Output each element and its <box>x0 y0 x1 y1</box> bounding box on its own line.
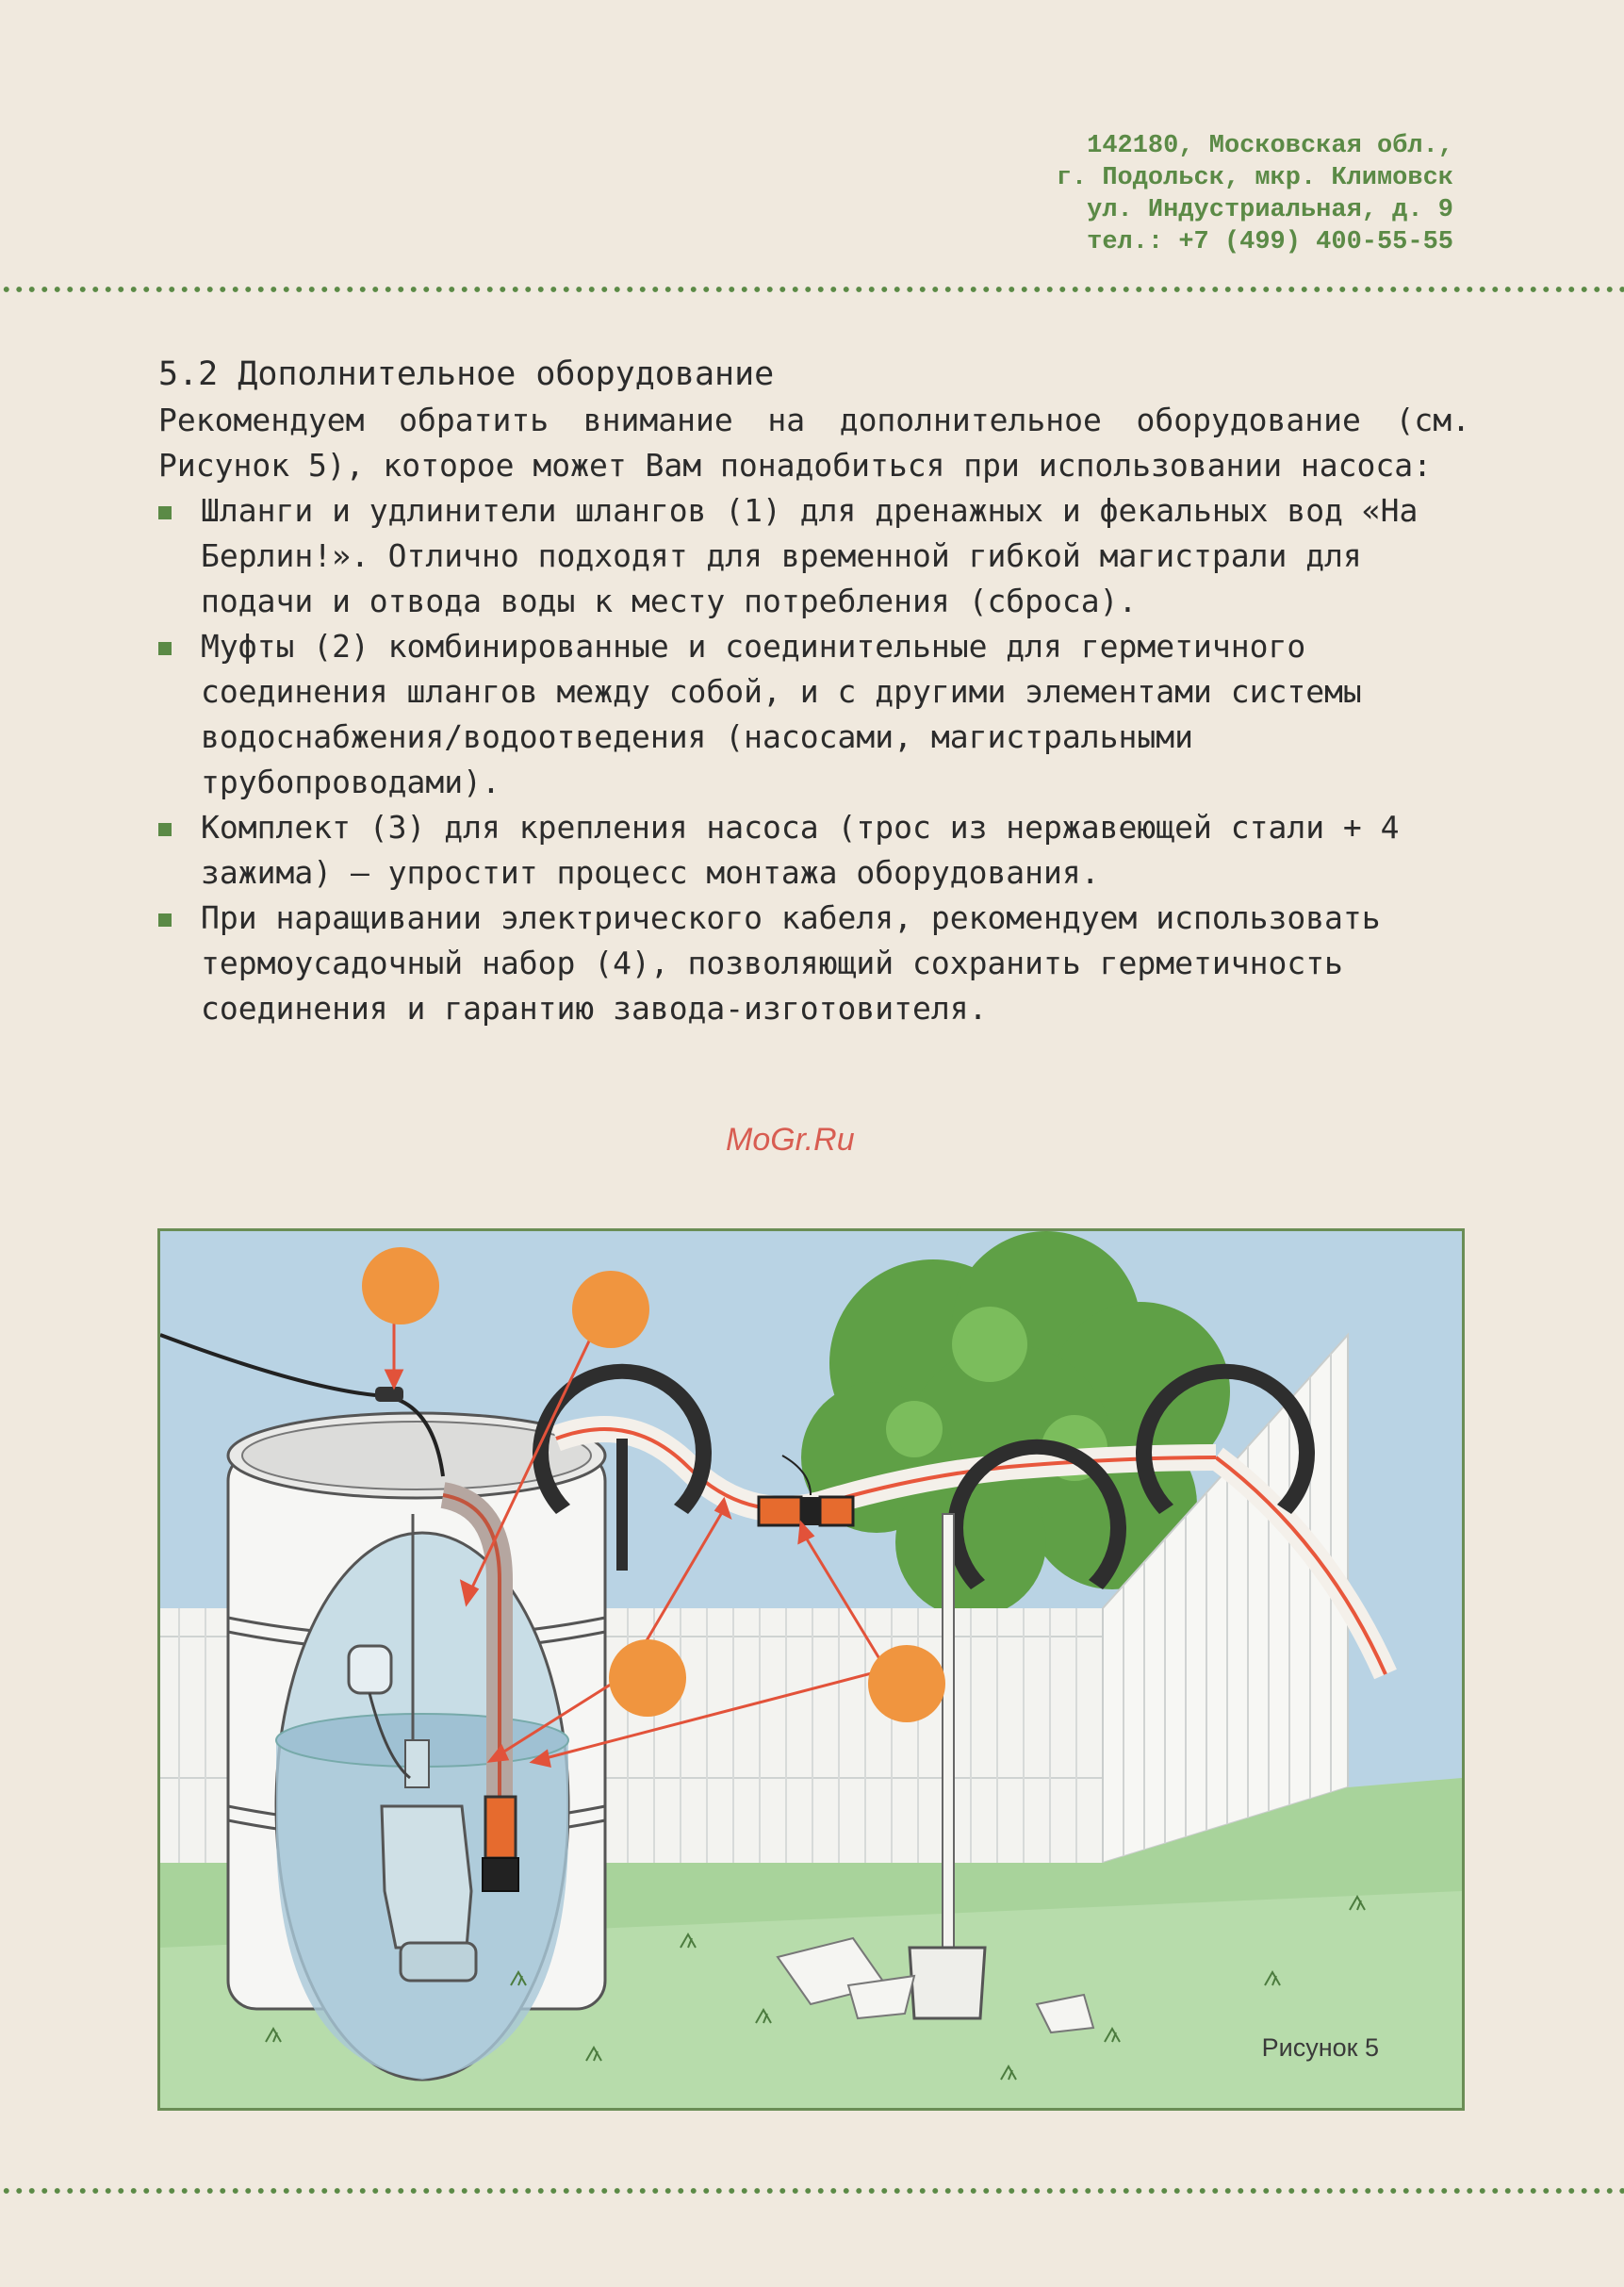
list-item: Шланги и удлинители шлангов (1) для дренажных и фекальных вод «На Берлин!». Отлично подходят для временной гибкой магистрали для подачи и отвода воды к месту потребления (сброса). <box>158 488 1470 624</box>
float-switch <box>349 1646 391 1693</box>
company-address <box>794 130 1453 258</box>
address-line: г. Подольск, мкр. Климовск <box>1056 164 1453 192</box>
watermark: MoGr.Ru <box>726 1122 855 1158</box>
bottom-dotted-divider <box>0 2187 1624 2195</box>
illustration <box>160 1231 1462 2108</box>
list-item: Муфты (2) комбинированные и соединительные для герметичного соединения шлангов между собой, и с другими элементами системы водоснабжения/водоотведения (насосами, магистральными трубопроводами). <box>158 624 1470 805</box>
hose-coupling <box>759 1497 853 1525</box>
callout-4 <box>868 1645 945 1722</box>
figure-5 <box>157 1228 1465 2111</box>
address-line: ул. Индустриальная, д. 9 <box>1087 196 1453 224</box>
figure-caption: Рисунок 5 <box>1261 2033 1379 2062</box>
top-dotted-divider <box>0 286 1624 293</box>
heat-shrink-joint <box>375 1387 403 1402</box>
equipment-list <box>158 488 1470 1031</box>
section-intro: Рекомендуем обратить внимание на дополнительное оборудование (см. Рисунок 5), которое может Вам понадобиться при использовании насоса: <box>158 402 1470 484</box>
callout-1 <box>362 1247 439 1324</box>
section-title: 5.2 Дополнительное оборудование <box>158 355 775 393</box>
address-line: тел.: +7 (499) 400-55-55 <box>1087 228 1453 256</box>
address-line: 142180, Московская обл., <box>1087 132 1453 160</box>
coupling-on-pump <box>485 1797 516 1858</box>
callout-3 <box>609 1639 686 1717</box>
callout-2 <box>572 1271 649 1348</box>
list-item: При наращивании электрического кабеля, рекомендуем использовать термоусадочный набор (4), позволяющий сохранить герметичность соединения и гарантию завода-изготовителя. <box>158 896 1470 1031</box>
list-item: Комплект (3) для крепления насоса (трос из нержавеющей стали + 4 зажима) — упростит процесс монтажа оборудования. <box>158 805 1470 896</box>
section-content <box>158 351 1470 1031</box>
